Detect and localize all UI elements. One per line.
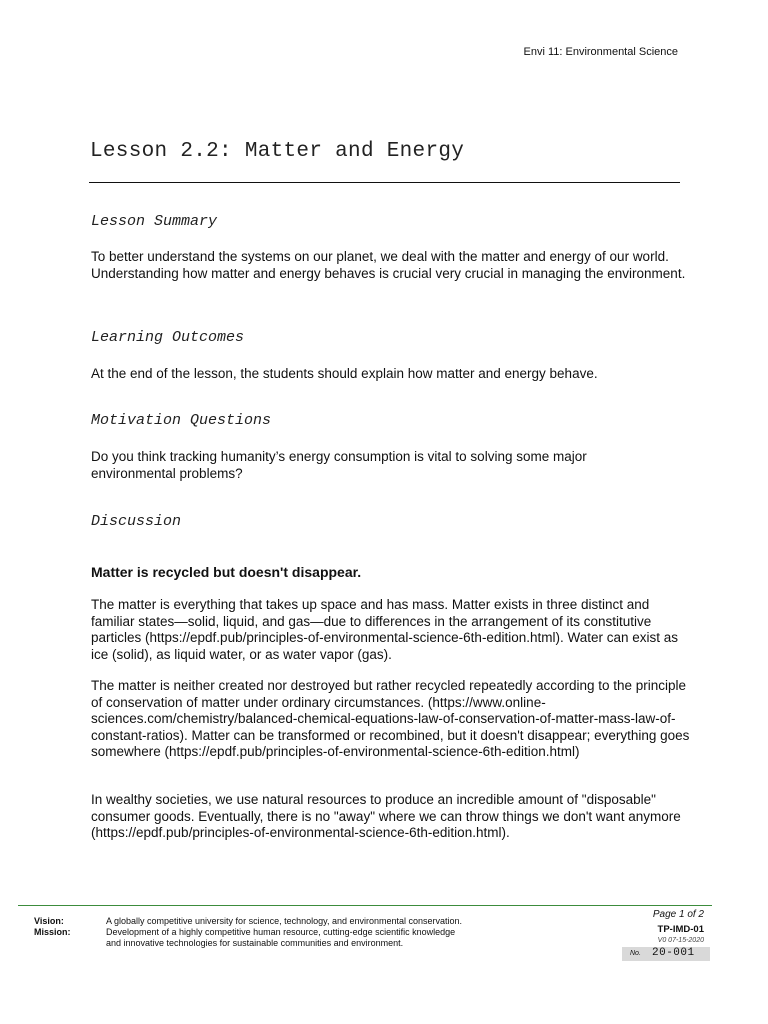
- outcomes-heading: Learning Outcomes: [91, 329, 245, 346]
- discussion-lead: Matter is recycled but doesn't disappear.: [91, 564, 362, 580]
- document-number: 20-001: [652, 947, 695, 959]
- document-number-label: No.: [630, 950, 641, 957]
- lesson-title: Lesson 2.2: Matter and Energy: [90, 140, 465, 163]
- vision-text: A globally competitive university for science, technology, and environmental conservation.: [106, 916, 463, 926]
- discussion-paragraph-3: In wealthy societies, we use natural resources to produce an incredible amount of "disposable" consumer goods. Eventually, there is no "away" where we can throw things we don't want anymore (https://epdf.pub/principles-of-environmental-science-6th-edition.html).: [91, 792, 681, 840]
- outcomes-text: At the end of the lesson, the students should explain how matter and energy behave.: [91, 366, 598, 381]
- discussion-paragraph-1: The matter is everything that takes up space and has mass. Matter exists in three distinct and familiar states—solid, liquid, and gas—due to differences in the arrangement of its constitutive particles (https://epdf.pub/principles-of-environmental-science-6th-edition.html). Water can exist as ice (solid), as liquid water, or as water vapor (gas).: [91, 597, 679, 662]
- motivation-heading: Motivation Questions: [91, 412, 272, 429]
- document-id: TP-IMD-01: [657, 924, 704, 935]
- mission-text-line-2: and innovative technologies for sustainable communities and environment.: [106, 938, 404, 948]
- course-header: Envi 11: Environmental Science: [523, 46, 678, 58]
- footer-divider: [18, 905, 712, 906]
- summary-heading: Lesson Summary: [91, 213, 218, 230]
- title-divider: [89, 182, 680, 183]
- discussion-heading: Discussion: [91, 513, 182, 530]
- mission-label: Mission:: [34, 927, 71, 937]
- page-number: Page 1 of 2: [652, 909, 704, 920]
- discussion-paragraph-2: The matter is neither created nor destroyed but rather recycled repeatedly according to the principle of conservation of matter under ordinary circumstances. (https://www.online-sciences.com/chemistry/balanced-chemical-equations-law-of-conservation-of-matter-mass-law-of-constant-ratios). Matter can be transformed or recombined, but it doesn't disappear; everything goes somewhere (https://epdf.pub/principles-of-environmental-science-6th-edition.html): [91, 678, 690, 759]
- vision-label: Vision:: [34, 916, 64, 926]
- document-version: V0 07-15-2020: [657, 937, 704, 944]
- mission-text-line-1: Development of a highly competitive human resource, cutting-edge scientific knowledge: [106, 927, 456, 937]
- summary-text: To better understand the systems on our planet, we deal with the matter and energy of our world. Understanding how matter and energy behaves is crucial very crucial in managing the environment.: [91, 249, 686, 281]
- motivation-text: Do you think tracking humanity’s energy consumption is vital to solving some major environmental problems?: [91, 449, 587, 481]
